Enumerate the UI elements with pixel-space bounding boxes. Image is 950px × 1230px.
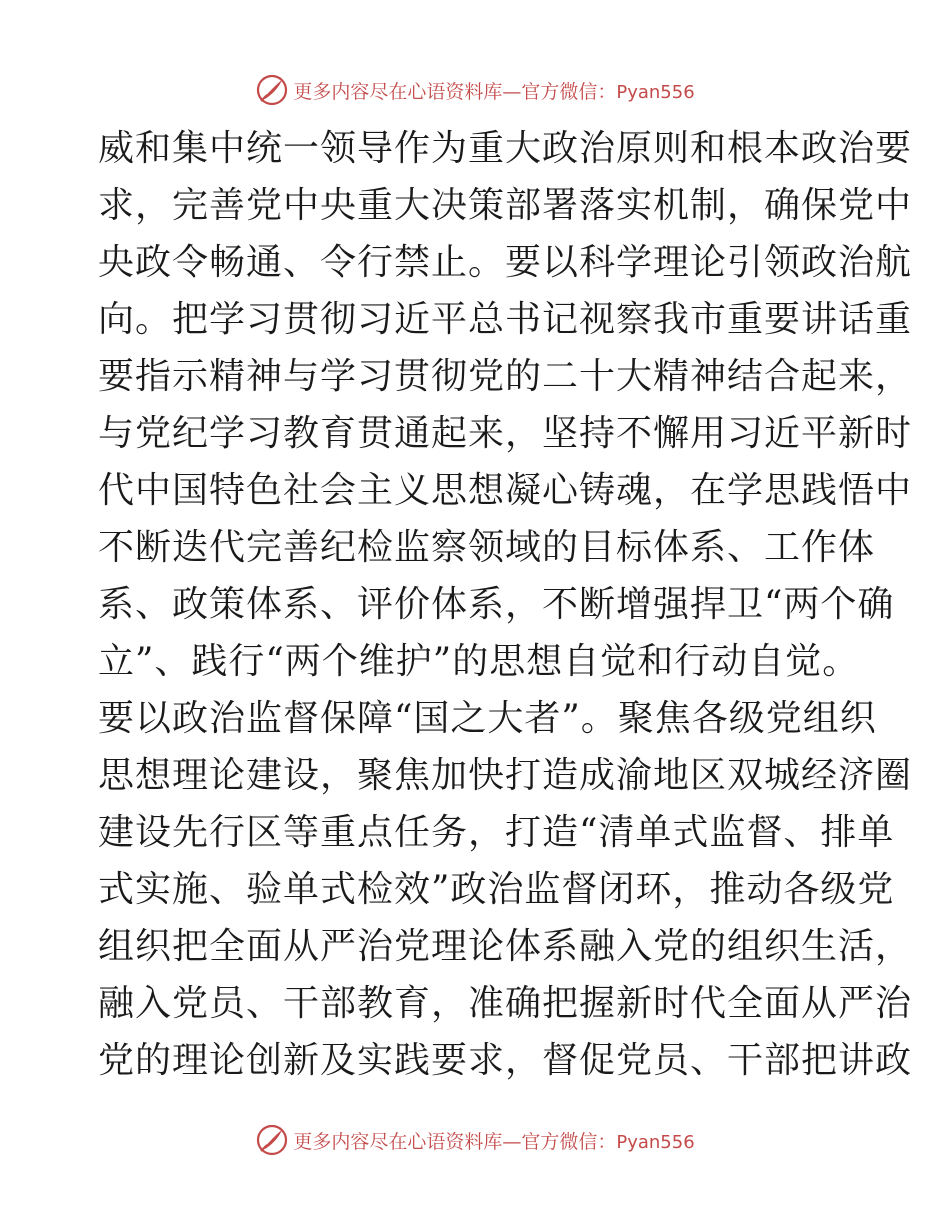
body-line: 向。把学习贯彻习近平总书记视察我市重要讲话重: [98, 299, 913, 340]
body-line: 代中国特色社会主义思想凝心铸魂，在学思践悟中: [98, 470, 913, 511]
body-line: 要指示精神与学习贯彻党的二十大精神结合起来，: [98, 356, 913, 397]
body-line: 不断迭代完善纪检监察领域的目标体系、工作体: [98, 527, 876, 568]
body-line: 威和集中统一领导作为重大政治原则和根本政治要: [98, 128, 913, 169]
feather-pen-logo-icon: [255, 73, 289, 107]
watermark-text-cn: 更多内容尽在心语资料库—官方微信：: [293, 1130, 617, 1153]
document-body: [98, 120, 913, 1089]
body-line: 思想理论建设，聚焦加快打造成渝地区双城经济圈: [98, 755, 913, 796]
watermark-text-wechat-id: Pyan556: [616, 81, 695, 103]
body-line: 建设先行区等重点任务，打造“清单式监督、排单: [98, 812, 895, 853]
body-line: 党的理论创新及实践要求，督促党员、干部把讲政: [98, 1040, 913, 1081]
body-line: 式实施、验单式检效”政治监督闭环，推动各级党: [98, 869, 895, 910]
feather-pen-logo-icon: [255, 1123, 289, 1157]
watermark-footer: [0, 1120, 950, 1160]
body-line: 系、政策体系、评价体系，不断增强捍卫“两个确: [98, 584, 895, 625]
watermark-text: [293, 77, 694, 104]
body-line: 央政令畅通、令行禁止。要以科学理论引领政治航: [98, 242, 913, 283]
body-line: 求，完善党中央重大决策部署落实机制，确保党中: [98, 185, 913, 226]
body-line: 组织把全面从严治党理论体系融入党的组织生活，: [98, 926, 913, 967]
watermark-text-wechat-id: Pyan556: [616, 1131, 695, 1153]
body-line: 融入党员、干部教育，准确把握新时代全面从严治: [98, 983, 913, 1024]
watermark-header: [0, 70, 950, 110]
watermark-text: [293, 1127, 694, 1154]
body-line: 要以政治监督保障“国之大者”。聚焦各级党组织: [98, 698, 877, 739]
watermark-text-cn: 更多内容尽在心语资料库—官方微信：: [293, 80, 617, 103]
body-line: 与党纪学习教育贯通起来，坚持不懈用习近平新时: [98, 413, 913, 454]
body-line: 立”、践行“两个维护”的思想自觉和行动自觉。: [98, 641, 860, 682]
